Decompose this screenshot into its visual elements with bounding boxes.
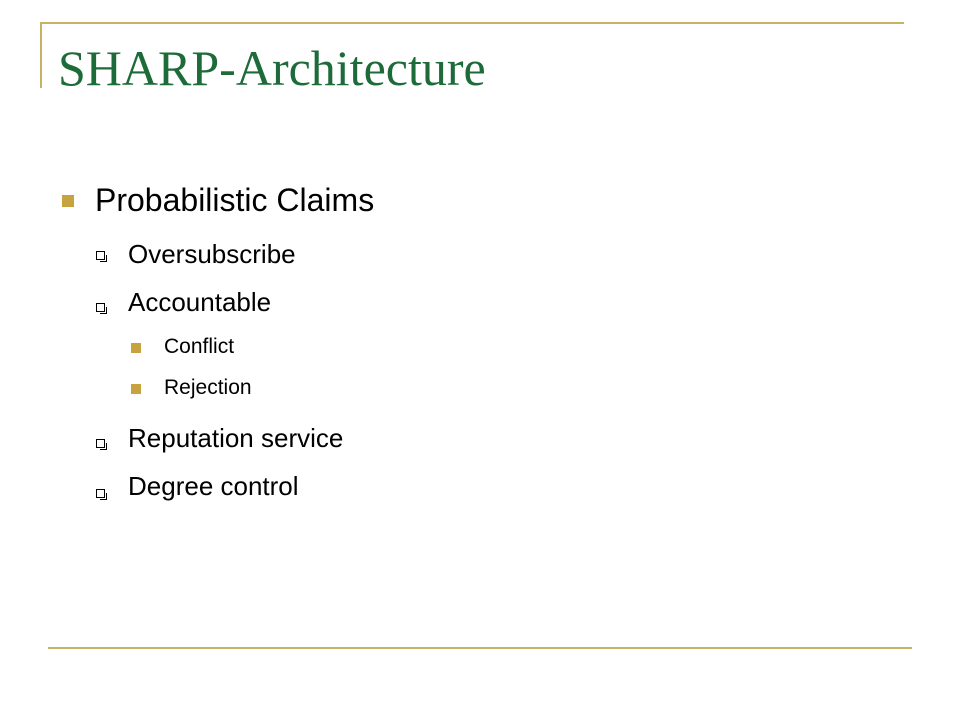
square-bullet-icon [131, 384, 141, 394]
bullet-text: Conflict [164, 335, 235, 358]
square-bullet-icon [131, 343, 141, 353]
slide-title: SHARP-Architecture [58, 40, 486, 96]
bullet-text: Rejection [164, 376, 252, 399]
left-rule [40, 22, 42, 88]
hollow-square-bullet-icon [96, 489, 105, 498]
bullet-text: Degree control [128, 471, 299, 501]
bullet-text: Accountable [128, 287, 272, 317]
hollow-square-bullet-icon [96, 251, 105, 260]
hollow-square-bullet-icon [96, 303, 105, 312]
top-rule [40, 22, 904, 24]
hollow-square-bullet-icon [96, 439, 105, 448]
bullet-text: Probabilistic Claims [95, 182, 375, 218]
bottom-rule [48, 647, 912, 649]
square-bullet-icon [62, 195, 74, 207]
bullet-text: Oversubscribe [128, 239, 296, 269]
bullet-text: Reputation service [128, 423, 344, 453]
